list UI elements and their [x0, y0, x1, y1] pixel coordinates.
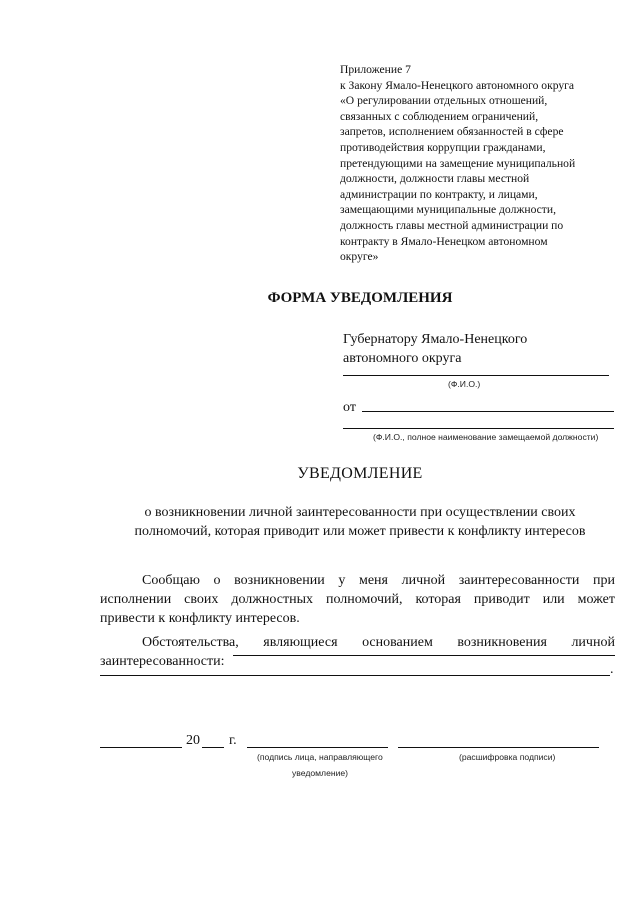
body-word: заинтересованности: [458, 573, 580, 588]
annex-line: «О регулировании отдельных отношений,: [340, 94, 548, 108]
from-blank-line-2: [343, 428, 614, 429]
body-word: своих: [184, 592, 219, 607]
body-word: должностных: [231, 592, 313, 607]
signature-caption-2: уведомление): [292, 768, 349, 778]
fio-caption: (Ф.И.О.): [448, 379, 481, 389]
from-label: от: [343, 400, 356, 415]
signature-blank-line: [247, 747, 388, 748]
subtitle-line-2: полномочий, которая приводит или может привести к конфликту интересов: [134, 524, 586, 539]
year-blank-line: [202, 747, 224, 748]
addressee-line-1: Губернатору Ямало-Ненецкого: [343, 332, 528, 347]
annex-line: запретов, исполнением обязанностей в сфере: [340, 125, 564, 139]
body-word: меня: [358, 573, 388, 588]
form-title: ФОРМА УВЕДОМЛЕНИЯ: [267, 290, 453, 306]
addressee-block: [343, 330, 527, 368]
body-word: при: [593, 573, 615, 588]
from-blank-line: [362, 411, 614, 412]
body-word: Обстоятельства,: [142, 635, 239, 650]
body-word: возникновении: [234, 573, 325, 588]
body-word: Сообщаю: [142, 573, 200, 588]
decoding-blank-line: [398, 747, 599, 748]
annex-header: [340, 62, 630, 265]
document-subtitle: [90, 503, 630, 541]
body-word: исполнении: [100, 592, 172, 607]
annex-line: к Закону Ямало-Ненецкого автономного округа: [340, 78, 575, 92]
circumstances-label: заинтересованности:: [100, 654, 225, 669]
para2-line-1: [100, 633, 615, 652]
body-word: основанием: [362, 635, 433, 650]
annex-line: контракту в Ямало-Ненецком автономном: [340, 234, 548, 248]
circumstances-blank-line-2: [100, 675, 610, 676]
subtitle-line-1: о возникновении личной заинтересованности при осуществлении своих: [144, 505, 576, 520]
annex-line: претендующими на замещение муниципальной: [340, 156, 576, 170]
para1-line-1: [100, 571, 615, 590]
end-dot: .: [610, 662, 614, 677]
annex-line: округе»: [340, 250, 379, 264]
year-suffix: г.: [229, 733, 237, 748]
body-word: которая: [415, 592, 461, 607]
body-word: возникновения: [457, 635, 547, 650]
para1-line-2: [100, 590, 615, 609]
annex-line: Приложение 7: [340, 63, 411, 76]
body-word: личной: [401, 573, 446, 588]
body-word: личной: [571, 635, 615, 650]
signature-caption-1: (подпись лица, направляющего: [257, 752, 383, 762]
addressee-line-2: автономного округа: [343, 351, 462, 366]
body-word: или: [542, 592, 565, 607]
day-month-blank-line: [100, 747, 182, 748]
annex-line: противодействия коррупции гражданами,: [340, 140, 546, 154]
body-word: являющиеся: [263, 635, 338, 650]
body-word: может: [577, 592, 615, 607]
circumstances-blank-line: [233, 655, 615, 656]
body-word: приводит: [473, 592, 530, 607]
body-word: у: [338, 573, 346, 588]
notification-body: [100, 571, 615, 671]
para1-line-3: привести к конфликту интересов.: [100, 611, 300, 626]
annex-line: должности, должности главы местной: [340, 172, 530, 186]
annex-line: связанных с соблюдением ограничений,: [340, 109, 539, 123]
from-caption: (Ф.И.О., полное наименование замещаемой должности): [373, 432, 599, 442]
body-word: о: [213, 573, 221, 588]
body-word: полномочий,: [325, 592, 403, 607]
annex-line: замещающими муниципальные должности,: [340, 203, 556, 217]
annex-line: администрации по контракту, и лицами,: [340, 187, 538, 201]
fio-blank-line: [343, 375, 609, 376]
decoding-caption: (расшифровка подписи): [459, 752, 556, 762]
annex-line: должность главы местной администрации по: [340, 218, 564, 232]
year-prefix: 20: [186, 733, 200, 748]
document-title: УВЕДОМЛЕНИЕ: [297, 465, 423, 482]
